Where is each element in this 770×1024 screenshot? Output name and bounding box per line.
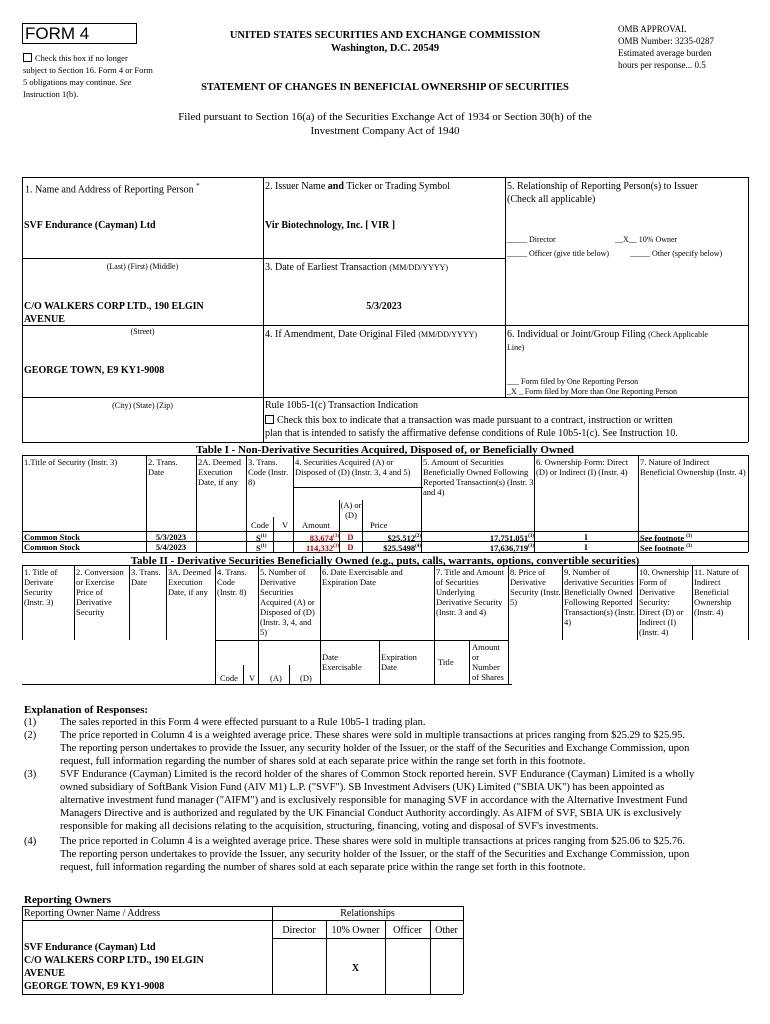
- divider-col2: [505, 177, 506, 397]
- t2-sub-exp: Expiration Date: [381, 652, 417, 672]
- note2-num: (2): [24, 730, 37, 741]
- t1-sub-v: V: [282, 520, 289, 530]
- t2-h2: 2. Conversion or Exercise Price of Derivative Security: [76, 567, 124, 617]
- t1-sub-amount: Amount: [302, 520, 330, 530]
- t1-row1-nature: See footnote $^{(3)}$: [640, 532, 693, 543]
- t2-sub-title: Title: [438, 657, 454, 667]
- issuer-name: Vir Biotechnology, Inc. [ VIR ]: [265, 220, 396, 231]
- t1-h1: 1.Title of Security (Instr. 3): [24, 457, 118, 467]
- table2-title: Table II - Derivative Securities Beneficially Owned (e.g., puts, calls, warrants, options, convertible securities): [130, 555, 640, 567]
- t2-col: [748, 565, 749, 640]
- t1-sub-aord: (A) or (D): [340, 500, 362, 520]
- t1-col: [22, 455, 23, 552]
- t1-row1-owned: 17,751,051$^{(3)}$: [489, 532, 534, 543]
- t2-col: [258, 565, 259, 684]
- t1-row2-code: $S^{(1)}$: [256, 542, 267, 553]
- reporting-person-city: GEORGE TOWN, E9 KY1-9008: [24, 365, 165, 376]
- t2-col: [692, 565, 693, 640]
- t1-col: [246, 455, 247, 552]
- t1-row2-ad: D: [347, 542, 354, 552]
- t1-row1-form: I: [584, 532, 588, 542]
- t2-h8: 8. Price of Derivative Security (Instr. 5): [510, 567, 561, 607]
- t1-row1-price: $25.512$^{(2)}$: [387, 532, 421, 543]
- divider-box2-box3: [263, 258, 505, 259]
- t2-col: [215, 565, 216, 684]
- filing-multiple-persons-option[interactable]: _X _ Form filed by More than One Reporting Person: [507, 387, 677, 396]
- t1-top: [22, 455, 748, 456]
- box5-label: 5. Relationship of Reporting Person(s) to Issuer (Check all applicable): [507, 181, 698, 205]
- t1-row2-price: $25.5498$^{(4)}$: [383, 542, 421, 553]
- t2-h11: 11. Nature of Indirect Beneficial Ownership (Instr. 4): [694, 567, 739, 617]
- street-caption: (Street): [130, 327, 155, 336]
- ro-col: [463, 906, 464, 994]
- reporting-person-name: SVF Endurance (Cayman) Ltd: [24, 220, 156, 231]
- no-longer-subject-checkbox[interactable]: [23, 53, 32, 62]
- filed-pursuant: Filed pursuant to Section 16(a) of the Securities Exchange Act of 1934 or Section 30(h) of the Investment Company Act of 1940: [178, 111, 592, 137]
- rule10b5-checkbox[interactable]: [265, 415, 274, 424]
- t2-sub-col: [379, 640, 380, 684]
- ro-col-director: Director: [282, 925, 316, 936]
- t2-col: [22, 565, 23, 640]
- note4-text: The price reported in Column 4 is a weighted average price. These shares were sold in multiple transactions at prices ranging from $25.06 to $25.76. The reporting person undertakes to provide the Issuer, any security holder of the Issuer, or the staff of the Securities and Exchange Commission, upon request, full information regarding the number of shares sold at each separate price within the range set forth in this footnote.: [60, 836, 690, 873]
- ro-owner-address: SVF Endurance (Cayman) Ltd C/O WALKERS CORP LTD., 190 ELGIN AVENUE GEORGE TOWN, E9 KY1-9008: [24, 942, 204, 992]
- t2-sub-col: [243, 665, 244, 684]
- t1-h3: 3. Trans. Code (Instr. 8): [248, 457, 289, 487]
- ro-10pct-mark: X: [351, 963, 360, 974]
- filing-one-person-option[interactable]: ___ Form filed by One Reporting Person: [507, 377, 639, 386]
- t1-h2: 2. Trans. Date: [148, 457, 178, 477]
- form-right-border: [748, 177, 749, 442]
- ro-line: [272, 938, 463, 939]
- t2-col: [129, 565, 130, 640]
- statement-title: STATEMENT OF CHANGES IN BENEFICIAL OWNERSHIP OF SECURITIES: [201, 82, 569, 93]
- t1-row2-title: Common Stock: [24, 542, 80, 552]
- reporting-person-street: C/O WALKERS CORP LTD., 190 ELGIN AVENUE: [24, 301, 204, 325]
- t1-row2-nature: See footnote $^{(3)}$: [640, 542, 693, 553]
- t1-sub-sep: [293, 487, 423, 488]
- box2-label: 2. Issuer Name and Ticker or Trading Symbol: [265, 181, 451, 192]
- director-option[interactable]: _____ Director: [507, 235, 556, 244]
- ro-line: [22, 920, 463, 921]
- t1-row2-form: I: [584, 542, 588, 552]
- t2-col: [166, 565, 167, 640]
- omb-approval: OMB APPROVAL OMB Number: 3235-0287 Estimated average burden hours per response... 0.5: [618, 24, 714, 70]
- note4-num: (4): [24, 836, 37, 847]
- t2-h4: 4. Trans. Code (Instr. 8): [217, 567, 247, 597]
- t1-col: [748, 455, 749, 552]
- t2-col: [320, 565, 321, 684]
- t2-sub-d: (D): [300, 673, 312, 683]
- t2-sub-col: [469, 640, 470, 684]
- t2-sub-sep-7: [434, 640, 508, 641]
- divider-box5-box6: [505, 325, 748, 326]
- ro-col: [22, 906, 23, 994]
- earliest-transaction-date: 5/3/2023: [366, 301, 402, 312]
- t2-bottom: [22, 684, 512, 685]
- t2-h7: 7. Title and Amount of Securities Underlying Derivative Security (Instr. 3 and 4): [436, 567, 505, 617]
- t2-h3: 3. Trans. Date: [131, 567, 161, 587]
- t2-h5: 5. Number of Derivative Securities Acquired (A) or Disposed of (D) (Instr. 3, 4, and 5): [260, 567, 315, 637]
- t2-col: [562, 565, 563, 640]
- t1-h5: 5. Amount of Securities Beneficially Owned Following Reported Transaction(s) (Instr. 3 and 4): [423, 457, 534, 497]
- t2-sub-amount: Amount or Number of Shares: [472, 642, 504, 682]
- note1-num: (1): [24, 717, 37, 728]
- t1-sub-col: [273, 517, 274, 552]
- t2-h10: 10. Ownership Form of Derivative Security: Direct (D) or Indirect (I) (Instr. 4): [639, 567, 690, 637]
- divider-box3-box4: [263, 325, 505, 326]
- t1-row1-code: $S^{(1)}$: [256, 532, 267, 543]
- ro-col-name: Reporting Owner Name / Address: [24, 908, 161, 919]
- form-title: FORM 4: [25, 24, 90, 43]
- divider-name-caption: [22, 258, 263, 259]
- t1-row2-amount: 114,332$^{(3)}$: [306, 542, 339, 553]
- t2-sub-sep-45: [215, 640, 320, 641]
- t2-h1: 1. Title of Derivate Security (Instr. 3): [24, 567, 58, 607]
- t2-h9: 9. Number of derivative Securities Beneficially Owned Following Reported Transaction(s) (Instr. 4): [564, 567, 635, 627]
- t1-sub-code: Code: [251, 520, 269, 530]
- name-caption: (Last) (First) (Middle): [106, 262, 179, 271]
- t2-col: [637, 565, 638, 640]
- t1-sub-price: Price: [370, 520, 388, 530]
- t1-h7: 7. Nature of Indirect Beneficial Ownership (Instr. 4): [640, 457, 746, 477]
- other-option[interactable]: _____ Other (specify below): [630, 249, 723, 258]
- explanation-heading: Explanation of Responses:: [24, 704, 149, 716]
- t2-col: [74, 565, 75, 640]
- t2-sub-a: (A): [270, 673, 282, 683]
- t1-h4: 4. Securities Acquired (A) or Disposed of (D) (Instr. 3, 4 and 5): [295, 457, 411, 477]
- t2-sub-v: V: [249, 673, 256, 683]
- t1-col: [196, 455, 197, 552]
- t2-sub-sep-6: [320, 640, 434, 641]
- note2-text: The price reported in Column 4 is a weighted average price. These shares were sold in multiple transactions at prices ranging from $25.29 to $25.95. The reporting person undertakes to provide the Issuer, any security holder of the Issuer, or the staff of the Securities and Exchange Commission, upon request, full information regarding the number of shares sold at each separate price within the range set forth in this footnote.: [60, 730, 690, 767]
- table1-title: Table I - Non-Derivative Securities Acquired, Disposed of, or Beneficially Owned: [195, 444, 575, 456]
- t1-row1-amount: 83,674$^{(3)}$: [309, 532, 339, 543]
- ro-col-officer: Officer: [393, 925, 422, 936]
- note1-text: The sales reported in this Form 4 were effected pursuant to a Rule 10b5-1 trading plan.: [60, 717, 426, 728]
- divider-city-caption: [22, 397, 263, 398]
- box3-label: 3. Date of Earliest Transaction (MM/DD/YYYY): [265, 262, 449, 273]
- form-bottom-border: [22, 442, 748, 443]
- box4-label: 4. If Amendment, Date Original Filed (MM/DD/YYYY): [265, 329, 477, 340]
- t1-row1-ad: D: [347, 532, 354, 542]
- officer-option[interactable]: _____ Officer (give title below): [507, 249, 610, 258]
- no-longer-subject-checkbox-text: Check this box if no longer subject to Section 16. Form 4 or Form 5 obligations may continue. See Instruction 1(b).: [23, 53, 153, 99]
- city-caption: (City) (State) (Zip): [112, 401, 173, 410]
- t1-row1-date: 5/3/2023: [155, 532, 187, 542]
- ro-col-10pct: 10% Owner: [331, 925, 380, 936]
- agency-name: UNITED STATES SECURITIES AND EXCHANGE COMMISSION: [229, 30, 541, 41]
- t1-row1-title: Common Stock: [24, 532, 80, 542]
- ten-percent-owner-option[interactable]: __X__ 10% Owner: [615, 235, 678, 244]
- t2-h6: 6. Date Exercisable and Expiration Date: [322, 567, 403, 587]
- t2-top: [22, 565, 748, 566]
- rule10b5-title: Rule 10b5-1(c) Transaction Indication: [265, 400, 419, 411]
- box6-label: 6. Individual or Joint/Group Filing (Check Applicable Line): [507, 329, 708, 352]
- t2-sub-date-ex: Date Exercisable: [322, 652, 362, 672]
- t1-row2-owned: 17,636,719$^{(3)}$: [489, 542, 534, 553]
- ro-col-relationships: Relationships: [340, 908, 395, 919]
- t1-row2-date: 5/4/2023: [155, 542, 187, 552]
- t2-col: [508, 565, 509, 684]
- agency-address: Washington, D.C. 20549: [330, 43, 440, 54]
- note3-text: SVF Endurance (Cayman) Limited is the record holder of the shares of Common Stock reported herein. SVF Endurance (Cayman) Limited is a wholly owned subsidiary of SoftBank Vision Fund (AIV M1) L.P. ("SVF"). SB Investment Advisers (UK) Limited ("SBIA UK") has been appointed as alternative investment fund manager ("AIFM") and is exclusively responsible for managing SVF in accordance with the Alternative Investment Fund Managers Directive and is authorized and regulated by the UK Financial Conduct Authority accordingly. As AIFM of SVF, SBIA UK is exclusively responsible for making all decisions relating to the acquisition, structuring, financing, voting and disposal of SVF's investments.: [60, 769, 695, 832]
- t1-h6: 6. Ownership Form: Direct (D) or Indirect (I) (Instr. 4): [536, 457, 629, 477]
- rule10b5-text: Check this box to indicate that a transaction was made pursuant to a contract, instruction or written plan that is intended to satisfy the affirmative defense conditions of Rule 10b5-1(c). See Instruction 10.: [265, 415, 678, 439]
- t1-h2a: 2A. Deemed Execution Date, if any: [198, 457, 241, 487]
- t2-col: [434, 565, 435, 684]
- note3-num: (3): [24, 769, 37, 780]
- t2-sub-code: Code: [220, 673, 238, 683]
- t2-h3a: 3A. Deemed Execution Date, if any: [168, 567, 211, 597]
- divider-rule10b5: [263, 397, 748, 398]
- reporting-owners-heading: Reporting Owners: [24, 894, 112, 906]
- ro-col-other: Other: [435, 925, 458, 936]
- box1-label: 1. Name and Address of Reporting Person *: [25, 182, 200, 196]
- t2-sub-col: [289, 665, 290, 684]
- ro-line: [22, 994, 463, 995]
- t1-col: [638, 455, 639, 552]
- form-top-border: [22, 177, 748, 178]
